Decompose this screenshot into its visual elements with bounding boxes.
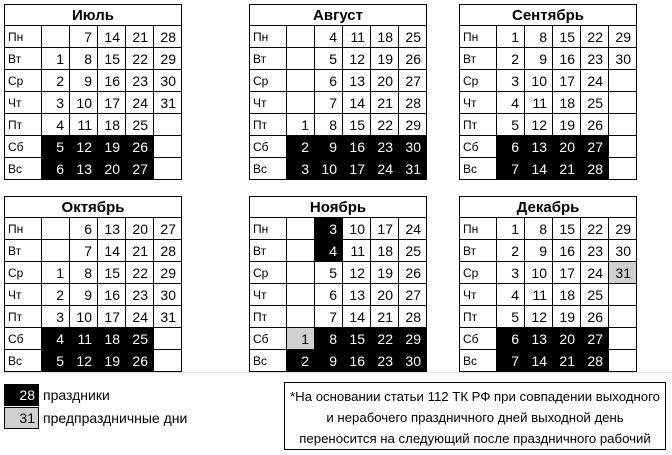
- day-cell: 18: [553, 92, 581, 114]
- weekday-label: Вт: [249, 48, 287, 70]
- day-cell: [609, 92, 637, 114]
- day-cell: 28: [581, 350, 609, 372]
- day-cell: [287, 218, 315, 240]
- day-cell: 4: [42, 114, 70, 136]
- weekday-label: Вс: [249, 350, 287, 372]
- day-cell: 16: [343, 350, 371, 372]
- day-cell: [287, 240, 315, 262]
- day-cell: 28: [581, 158, 609, 180]
- day-cell: 3: [42, 92, 70, 114]
- weekday-label: Чт: [459, 284, 497, 306]
- day-cell: 9: [525, 48, 553, 70]
- day-cell: 11: [343, 26, 371, 48]
- day-cell: 22: [126, 262, 154, 284]
- day-cell: [609, 136, 637, 158]
- day-cell: 17: [343, 158, 371, 180]
- weekday-label: Вс: [249, 158, 287, 180]
- day-cell: 27: [399, 284, 427, 306]
- day-cell: 15: [553, 218, 581, 240]
- day-cell: 27: [154, 218, 182, 240]
- day-cell: 23: [371, 136, 399, 158]
- day-cell: [42, 218, 70, 240]
- month-6: [459, 196, 637, 371]
- day-cell: 15: [98, 262, 126, 284]
- day-cell: 14: [343, 92, 371, 114]
- footnote-line-3: переносится на следующий после праздничного рабочий: [299, 431, 651, 446]
- day-cell: 30: [609, 240, 637, 262]
- day-cell: 4: [315, 26, 343, 48]
- day-cell: 19: [98, 136, 126, 158]
- footnote-box: [284, 382, 666, 450]
- day-cell: 9: [70, 284, 98, 306]
- day-cell: [287, 284, 315, 306]
- day-cell: [287, 70, 315, 92]
- weekday-label: Ср: [459, 70, 497, 92]
- month-4: [4, 196, 182, 371]
- day-cell: 23: [371, 350, 399, 372]
- day-cell: 26: [126, 350, 154, 372]
- day-cell: 31: [154, 92, 182, 114]
- month-title: Декабрь: [459, 196, 637, 218]
- day-cell: 17: [98, 92, 126, 114]
- weekday-label: Пт: [249, 114, 287, 136]
- day-cell: 6: [315, 70, 343, 92]
- day-cell: 3: [497, 262, 525, 284]
- day-cell: 24: [399, 218, 427, 240]
- day-cell: 1: [287, 328, 315, 350]
- day-cell: 12: [343, 262, 371, 284]
- day-cell: 4: [42, 328, 70, 350]
- day-cell: 27: [126, 158, 154, 180]
- day-cell: 9: [315, 136, 343, 158]
- day-cell: 25: [399, 26, 427, 48]
- day-cell: 17: [553, 262, 581, 284]
- day-cell: [609, 70, 637, 92]
- day-cell: 11: [70, 328, 98, 350]
- day-cell: 4: [497, 92, 525, 114]
- day-cell: 14: [343, 306, 371, 328]
- day-cell: 21: [126, 240, 154, 262]
- weekday-label: Чт: [249, 284, 287, 306]
- day-cell: 22: [371, 114, 399, 136]
- month-title: Сентябрь: [459, 4, 637, 26]
- day-cell: [287, 306, 315, 328]
- weekday-label: Пн: [459, 26, 497, 48]
- day-cell: 19: [371, 262, 399, 284]
- weekday-label: Чт: [459, 92, 497, 114]
- day-cell: 27: [581, 328, 609, 350]
- day-cell: 26: [399, 48, 427, 70]
- weekday-label: Сб: [249, 136, 287, 158]
- day-cell: 10: [525, 70, 553, 92]
- day-cell: 18: [98, 328, 126, 350]
- day-cell: 30: [399, 350, 427, 372]
- day-cell: 26: [399, 262, 427, 284]
- day-cell: 7: [70, 26, 98, 48]
- day-cell: 2: [42, 284, 70, 306]
- day-cell: 1: [42, 48, 70, 70]
- day-cell: 27: [399, 70, 427, 92]
- day-cell: 29: [609, 218, 637, 240]
- month-5: [249, 196, 427, 371]
- weekday-label: Пн: [249, 218, 287, 240]
- day-cell: 13: [525, 136, 553, 158]
- day-cell: 30: [609, 48, 637, 70]
- day-cell: 15: [343, 328, 371, 350]
- day-cell: 5: [42, 350, 70, 372]
- day-cell: 30: [154, 70, 182, 92]
- day-cell: 23: [126, 70, 154, 92]
- day-cell: [154, 114, 182, 136]
- day-cell: 26: [581, 114, 609, 136]
- day-cell: 28: [399, 92, 427, 114]
- day-cell: 7: [70, 240, 98, 262]
- weekday-label: Вт: [4, 240, 42, 262]
- day-cell: 7: [497, 158, 525, 180]
- day-cell: 3: [42, 306, 70, 328]
- month-1: [4, 4, 182, 179]
- month-3: [459, 4, 637, 179]
- day-cell: 21: [371, 92, 399, 114]
- day-cell: 12: [525, 306, 553, 328]
- legend-holiday-swatch: 28: [4, 384, 39, 406]
- day-cell: 12: [70, 350, 98, 372]
- day-cell: 25: [399, 240, 427, 262]
- footnote-line-1: *На основании статьи 112 ТК РФ при совпадении выходного: [290, 389, 660, 404]
- day-cell: 30: [399, 136, 427, 158]
- day-cell: 12: [70, 136, 98, 158]
- day-cell: 31: [609, 262, 637, 284]
- day-cell: 16: [553, 48, 581, 70]
- day-cell: 10: [525, 262, 553, 284]
- day-cell: 13: [343, 284, 371, 306]
- day-cell: 16: [98, 70, 126, 92]
- day-cell: [609, 350, 637, 372]
- day-cell: 23: [126, 284, 154, 306]
- day-cell: [42, 240, 70, 262]
- day-cell: 19: [371, 48, 399, 70]
- day-cell: 5: [497, 114, 525, 136]
- weekday-label: Ср: [4, 70, 42, 92]
- weekday-label: Ср: [4, 262, 42, 284]
- day-cell: 18: [371, 240, 399, 262]
- day-cell: 13: [343, 70, 371, 92]
- weekday-label: Вт: [4, 48, 42, 70]
- day-cell: 13: [98, 218, 126, 240]
- day-cell: 4: [315, 240, 343, 262]
- weekday-label: Вт: [459, 48, 497, 70]
- day-cell: 10: [343, 218, 371, 240]
- day-cell: 8: [70, 48, 98, 70]
- day-cell: 20: [371, 284, 399, 306]
- day-cell: 28: [399, 306, 427, 328]
- weekday-label: Сб: [4, 328, 42, 350]
- weekday-label: Вс: [459, 158, 497, 180]
- day-cell: 11: [525, 284, 553, 306]
- day-cell: 11: [343, 240, 371, 262]
- day-cell: 19: [553, 306, 581, 328]
- weekday-label: Ср: [459, 262, 497, 284]
- day-cell: 11: [525, 92, 553, 114]
- month-title: Июль: [4, 4, 182, 26]
- day-cell: 23: [581, 48, 609, 70]
- day-cell: 2: [497, 48, 525, 70]
- day-cell: 10: [70, 92, 98, 114]
- day-cell: 7: [497, 350, 525, 372]
- day-cell: 28: [154, 240, 182, 262]
- month-title: Ноябрь: [249, 196, 427, 218]
- day-cell: 1: [42, 262, 70, 284]
- weekday-label: Ср: [249, 70, 287, 92]
- weekday-label: Вс: [4, 158, 42, 180]
- day-cell: 19: [553, 114, 581, 136]
- day-cell: 24: [126, 92, 154, 114]
- day-cell: 20: [371, 70, 399, 92]
- day-cell: 23: [581, 240, 609, 262]
- day-cell: 5: [315, 262, 343, 284]
- weekday-label: Пт: [4, 306, 42, 328]
- day-cell: 9: [70, 70, 98, 92]
- day-cell: 12: [525, 114, 553, 136]
- day-cell: 9: [315, 350, 343, 372]
- day-cell: 8: [70, 262, 98, 284]
- day-cell: [609, 284, 637, 306]
- day-cell: 13: [70, 158, 98, 180]
- day-cell: 29: [154, 48, 182, 70]
- day-cell: 11: [70, 114, 98, 136]
- day-cell: 4: [497, 284, 525, 306]
- day-cell: 1: [287, 114, 315, 136]
- day-cell: 6: [42, 158, 70, 180]
- legend-holiday-label: праздники: [43, 387, 110, 403]
- day-cell: 6: [497, 136, 525, 158]
- day-cell: 12: [343, 48, 371, 70]
- day-cell: 25: [581, 92, 609, 114]
- day-cell: 24: [581, 70, 609, 92]
- day-cell: 16: [343, 136, 371, 158]
- day-cell: [609, 114, 637, 136]
- day-cell: 2: [42, 70, 70, 92]
- day-cell: 20: [126, 218, 154, 240]
- day-cell: 21: [126, 26, 154, 48]
- day-cell: 25: [126, 328, 154, 350]
- weekday-label: Чт: [4, 92, 42, 114]
- legend-preholiday-label: предпраздничные дни: [43, 410, 188, 426]
- day-cell: 20: [98, 158, 126, 180]
- day-cell: 22: [581, 218, 609, 240]
- weekday-label: Пн: [4, 218, 42, 240]
- day-cell: 2: [287, 350, 315, 372]
- day-cell: 10: [315, 158, 343, 180]
- day-cell: 8: [525, 218, 553, 240]
- day-cell: 25: [581, 284, 609, 306]
- weekday-label: Пн: [249, 26, 287, 48]
- day-cell: [287, 262, 315, 284]
- weekday-label: Вт: [249, 240, 287, 262]
- weekday-label: Сб: [4, 136, 42, 158]
- day-cell: 5: [315, 48, 343, 70]
- day-cell: 26: [581, 306, 609, 328]
- day-cell: 6: [70, 218, 98, 240]
- day-cell: 29: [154, 262, 182, 284]
- day-cell: 17: [371, 218, 399, 240]
- day-cell: 18: [371, 26, 399, 48]
- day-cell: [609, 328, 637, 350]
- day-cell: [154, 158, 182, 180]
- footnote-line-2: и нерабочего праздничного дней выходной день: [326, 410, 624, 425]
- day-cell: 8: [315, 114, 343, 136]
- day-cell: 7: [315, 306, 343, 328]
- day-cell: 27: [581, 136, 609, 158]
- day-cell: 7: [315, 92, 343, 114]
- day-cell: [154, 136, 182, 158]
- day-cell: 31: [399, 158, 427, 180]
- day-cell: 21: [371, 306, 399, 328]
- day-cell: [154, 350, 182, 372]
- day-cell: 18: [98, 114, 126, 136]
- day-cell: 1: [497, 218, 525, 240]
- weekday-label: Сб: [249, 328, 287, 350]
- weekday-label: Чт: [249, 92, 287, 114]
- day-cell: 22: [371, 328, 399, 350]
- weekday-label: Пн: [459, 218, 497, 240]
- weekday-label: Пт: [4, 114, 42, 136]
- weekday-label: Пн: [4, 26, 42, 48]
- weekday-label: Ср: [249, 262, 287, 284]
- day-cell: 14: [525, 350, 553, 372]
- day-cell: 21: [553, 158, 581, 180]
- day-cell: [287, 48, 315, 70]
- day-cell: 8: [315, 328, 343, 350]
- day-cell: [154, 328, 182, 350]
- day-cell: [609, 306, 637, 328]
- day-cell: 17: [553, 70, 581, 92]
- day-cell: 6: [315, 284, 343, 306]
- day-cell: 20: [553, 328, 581, 350]
- day-cell: 20: [553, 136, 581, 158]
- weekday-label: Пт: [249, 306, 287, 328]
- day-cell: 24: [126, 306, 154, 328]
- day-cell: 21: [553, 350, 581, 372]
- divider: [0, 372, 672, 373]
- day-cell: 24: [371, 158, 399, 180]
- month-title: Октябрь: [4, 196, 182, 218]
- day-cell: 14: [98, 26, 126, 48]
- day-cell: [287, 92, 315, 114]
- day-cell: 15: [98, 48, 126, 70]
- day-cell: 16: [553, 240, 581, 262]
- weekday-label: Пт: [459, 114, 497, 136]
- day-cell: 15: [553, 26, 581, 48]
- day-cell: 2: [287, 136, 315, 158]
- day-cell: 17: [98, 306, 126, 328]
- day-cell: 28: [154, 26, 182, 48]
- day-cell: 14: [98, 240, 126, 262]
- day-cell: 22: [581, 26, 609, 48]
- day-cell: 18: [553, 284, 581, 306]
- legend-preholiday-swatch: 31: [4, 407, 39, 429]
- month-2: [249, 4, 427, 179]
- day-cell: 25: [126, 114, 154, 136]
- day-cell: 5: [42, 136, 70, 158]
- weekday-label: Вт: [459, 240, 497, 262]
- day-cell: 29: [609, 26, 637, 48]
- day-cell: 26: [126, 136, 154, 158]
- day-cell: 1: [497, 26, 525, 48]
- day-cell: 15: [343, 114, 371, 136]
- day-cell: 3: [497, 70, 525, 92]
- weekday-label: Вс: [4, 350, 42, 372]
- day-cell: 6: [497, 328, 525, 350]
- day-cell: 29: [399, 328, 427, 350]
- day-cell: 16: [98, 284, 126, 306]
- day-cell: [287, 26, 315, 48]
- day-cell: 3: [287, 158, 315, 180]
- weekday-label: Сб: [459, 328, 497, 350]
- day-cell: 2: [497, 240, 525, 262]
- weekday-label: Пт: [459, 306, 497, 328]
- day-cell: 9: [525, 240, 553, 262]
- day-cell: 3: [315, 218, 343, 240]
- day-cell: 22: [126, 48, 154, 70]
- day-cell: [609, 158, 637, 180]
- day-cell: 19: [98, 350, 126, 372]
- day-cell: 10: [70, 306, 98, 328]
- day-cell: [42, 26, 70, 48]
- day-cell: 24: [581, 262, 609, 284]
- day-cell: 31: [154, 306, 182, 328]
- month-title: Август: [249, 4, 427, 26]
- weekday-label: Вс: [459, 350, 497, 372]
- day-cell: 30: [154, 284, 182, 306]
- weekday-label: Чт: [4, 284, 42, 306]
- day-cell: 14: [525, 158, 553, 180]
- weekday-label: Сб: [459, 136, 497, 158]
- day-cell: 8: [525, 26, 553, 48]
- day-cell: 13: [525, 328, 553, 350]
- day-cell: 29: [399, 114, 427, 136]
- day-cell: 5: [497, 306, 525, 328]
